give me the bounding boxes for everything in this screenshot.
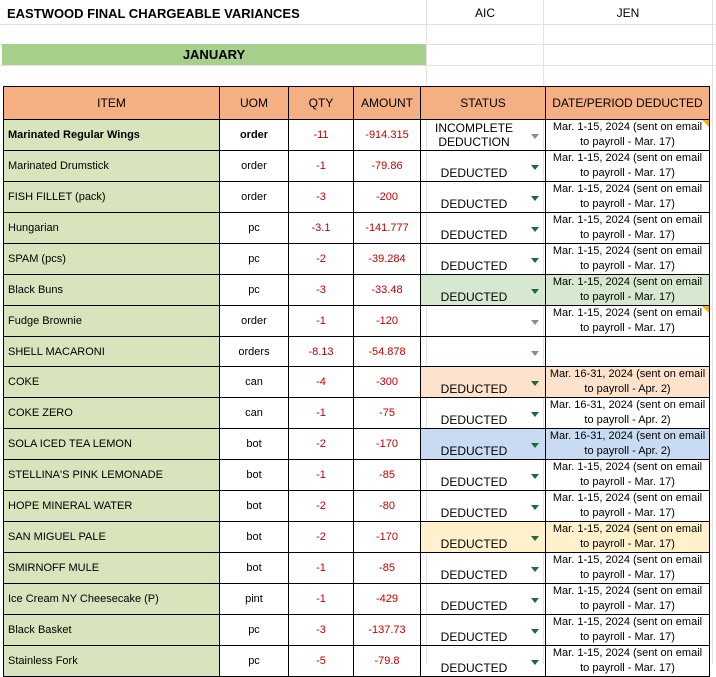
status-cell[interactable] bbox=[421, 584, 546, 615]
status-value: DEDUCTED bbox=[440, 382, 508, 396]
item-cell[interactable]: SHELL MACARONI bbox=[4, 337, 220, 367]
item-cell[interactable]: SOLA ICED TEA LEMON bbox=[4, 429, 220, 460]
item-cell[interactable]: SMIRNOFF MULE bbox=[4, 553, 220, 584]
dropdown-arrow-icon[interactable] bbox=[531, 289, 539, 294]
date-period-cell[interactable] bbox=[546, 584, 710, 615]
table-row bbox=[4, 646, 710, 677]
jen-label[interactable]: JEN bbox=[616, 6, 640, 20]
status-value: INCOMPLETE DEDUCTION bbox=[434, 121, 513, 149]
amount-cell[interactable]: -79.8 bbox=[354, 646, 421, 677]
amount-cell[interactable]: -33.48 bbox=[354, 275, 421, 306]
date-period-cell[interactable] bbox=[546, 151, 710, 182]
table-row bbox=[4, 367, 710, 398]
qty-cell[interactable]: -5 bbox=[289, 646, 354, 677]
uom-cell[interactable]: order bbox=[220, 306, 289, 337]
item-cell[interactable]: COKE ZERO bbox=[4, 398, 220, 429]
table-row bbox=[4, 429, 710, 460]
item-cell[interactable]: Marinated Drumstick bbox=[4, 151, 220, 182]
date-period-value: Mar. 16-31, 2024 (sent on email to payroll - Apr. 2) bbox=[549, 399, 706, 426]
amount-cell[interactable]: -54.878 bbox=[354, 337, 421, 367]
amount-cell[interactable]: -120 bbox=[354, 306, 421, 337]
status-value: DEDUCTED bbox=[440, 290, 508, 304]
col-header-amount[interactable]: AMOUNT bbox=[354, 87, 421, 120]
dropdown-arrow-icon[interactable] bbox=[531, 567, 539, 572]
item-cell[interactable]: Hungarian bbox=[4, 213, 220, 244]
qty-cell[interactable]: -8.13 bbox=[289, 337, 354, 367]
uom-cell[interactable]: pint bbox=[220, 584, 289, 615]
date-period-cell[interactable] bbox=[546, 646, 710, 677]
dropdown-arrow-icon[interactable] bbox=[531, 258, 539, 263]
date-period-cell[interactable] bbox=[546, 182, 710, 213]
status-value: DEDUCTED bbox=[440, 413, 508, 427]
date-period-cell[interactable] bbox=[546, 367, 710, 398]
table-row bbox=[4, 244, 710, 275]
status-cell[interactable] bbox=[421, 337, 546, 367]
dropdown-arrow-icon[interactable] bbox=[531, 381, 539, 386]
status-value: DEDUCTED bbox=[440, 537, 508, 551]
sheet-title[interactable]: EASTWOOD FINAL CHARGEABLE VARIANCES bbox=[7, 6, 300, 21]
date-period-value: Mar. 16-31, 2024 (sent on email to payroll - Apr. 2) bbox=[549, 368, 706, 395]
date-period-value: Mar. 1-15, 2024 (sent on email to payroll - Mar. 17) bbox=[552, 554, 703, 581]
date-period-cell[interactable] bbox=[546, 615, 710, 646]
date-period-value: Mar. 1-15, 2024 (sent on email to payroll - Mar. 17) bbox=[552, 492, 703, 519]
uom-cell[interactable]: pc bbox=[220, 244, 289, 275]
date-period-cell[interactable] bbox=[546, 460, 710, 491]
dropdown-arrow-icon[interactable] bbox=[531, 227, 539, 232]
status-cell[interactable] bbox=[421, 398, 546, 429]
dropdown-arrow-icon[interactable] bbox=[531, 351, 539, 356]
amount-cell[interactable]: -141.777 bbox=[354, 213, 421, 244]
dropdown-arrow-icon[interactable] bbox=[531, 598, 539, 603]
status-value: DEDUCTED bbox=[440, 506, 508, 520]
amount-cell[interactable]: -170 bbox=[354, 429, 421, 460]
col-header-qty[interactable]: QTY bbox=[289, 87, 354, 120]
date-period-cell[interactable] bbox=[546, 120, 710, 151]
table-row bbox=[4, 491, 710, 522]
uom-cell[interactable]: bot bbox=[220, 429, 289, 460]
col-header-status[interactable]: STATUS bbox=[421, 87, 546, 120]
date-period-cell[interactable] bbox=[546, 244, 710, 275]
date-period-cell[interactable] bbox=[546, 522, 710, 553]
uom-cell[interactable]: can bbox=[220, 367, 289, 398]
item-cell[interactable]: COKE bbox=[4, 367, 220, 398]
table-row bbox=[4, 306, 710, 337]
dropdown-arrow-icon[interactable] bbox=[531, 474, 539, 479]
date-period-value: Mar. 1-15, 2024 (sent on email to payroll - Mar. 17) bbox=[552, 214, 703, 241]
amount-cell[interactable]: -170 bbox=[354, 522, 421, 553]
uom-cell[interactable]: order bbox=[220, 120, 289, 151]
table-row bbox=[4, 213, 710, 244]
status-cell[interactable] bbox=[421, 244, 546, 275]
qty-cell[interactable]: -3 bbox=[289, 615, 354, 646]
qty-cell[interactable]: -3.1 bbox=[289, 213, 354, 244]
qty-cell[interactable]: -2 bbox=[289, 491, 354, 522]
status-cell[interactable] bbox=[421, 553, 546, 584]
status-value: DEDUCTED bbox=[440, 197, 508, 211]
status-cell[interactable] bbox=[421, 491, 546, 522]
amount-cell[interactable]: -80 bbox=[354, 491, 421, 522]
status-value: DEDUCTED bbox=[440, 444, 508, 458]
comment-indicator-icon[interactable] bbox=[702, 306, 709, 313]
qty-cell[interactable]: -1 bbox=[289, 151, 354, 182]
date-period-cell[interactable] bbox=[546, 306, 710, 337]
uom-cell[interactable]: pc bbox=[220, 646, 289, 677]
qty-cell[interactable]: -11 bbox=[289, 120, 354, 151]
uom-cell[interactable]: order bbox=[220, 151, 289, 182]
uom-cell[interactable]: bot bbox=[220, 460, 289, 491]
date-period-value: Mar. 1-15, 2024 (sent on email to payroll - Mar. 17) bbox=[552, 585, 703, 612]
table-row bbox=[4, 337, 710, 367]
dropdown-arrow-icon[interactable] bbox=[531, 660, 539, 665]
col-header-date-period[interactable]: DATE/PERIOD DEDUCTED bbox=[546, 87, 710, 120]
amount-cell[interactable]: -39.284 bbox=[354, 244, 421, 275]
amount-cell[interactable]: -79.86 bbox=[354, 151, 421, 182]
amount-cell[interactable]: -137.73 bbox=[354, 615, 421, 646]
uom-cell[interactable]: bot bbox=[220, 491, 289, 522]
status-value: DEDUCTED bbox=[440, 166, 508, 180]
date-period-value: Mar. 1-15, 2024 (sent on email to payroll - Mar. 17) bbox=[552, 307, 703, 334]
dropdown-arrow-icon[interactable] bbox=[531, 505, 539, 510]
item-cell[interactable]: SAN MIGUEL PALE bbox=[4, 522, 220, 553]
comment-indicator-icon[interactable] bbox=[702, 120, 709, 127]
table-row bbox=[4, 584, 710, 615]
amount-cell[interactable]: -200 bbox=[354, 182, 421, 213]
qty-cell[interactable]: -1 bbox=[289, 553, 354, 584]
date-period-cell[interactable] bbox=[546, 275, 710, 306]
qty-cell[interactable]: -1 bbox=[289, 584, 354, 615]
date-period-cell[interactable] bbox=[546, 491, 710, 522]
table-row bbox=[4, 553, 710, 584]
date-period-cell[interactable] bbox=[546, 337, 710, 367]
status-value: DEDUCTED bbox=[440, 599, 508, 613]
table-row bbox=[4, 275, 710, 306]
dropdown-arrow-icon[interactable] bbox=[531, 196, 539, 201]
status-value: DEDUCTED bbox=[440, 568, 508, 582]
qty-cell[interactable]: -3 bbox=[289, 275, 354, 306]
item-cell[interactable]: SPAM (pcs) bbox=[4, 244, 220, 275]
uom-cell[interactable]: bot bbox=[220, 522, 289, 553]
qty-cell[interactable]: -1 bbox=[289, 398, 354, 429]
status-cell[interactable] bbox=[421, 151, 546, 182]
aic-label[interactable]: AIC bbox=[474, 6, 495, 20]
item-cell[interactable]: Ice Cream NY Cheesecake (P) bbox=[4, 584, 220, 615]
qty-cell[interactable]: -1 bbox=[289, 460, 354, 491]
status-value: DEDUCTED bbox=[440, 475, 508, 489]
status-cell[interactable] bbox=[421, 367, 546, 398]
dropdown-arrow-icon[interactable] bbox=[531, 629, 539, 634]
table-row bbox=[4, 522, 710, 553]
status-cell[interactable] bbox=[421, 182, 546, 213]
status-value: DEDUCTED bbox=[440, 661, 508, 675]
status-value: DEDUCTED bbox=[440, 259, 508, 273]
col-header-item[interactable]: ITEM bbox=[4, 87, 220, 120]
uom-cell[interactable]: pc bbox=[220, 213, 289, 244]
status-cell[interactable] bbox=[421, 429, 546, 460]
amount-cell[interactable]: -85 bbox=[354, 460, 421, 491]
date-period-value: Mar. 1-15, 2024 (sent on email to payroll - Mar. 17) bbox=[552, 276, 703, 303]
qty-cell[interactable]: -1 bbox=[289, 306, 354, 337]
status-cell[interactable] bbox=[421, 306, 546, 337]
dropdown-arrow-icon[interactable] bbox=[531, 536, 539, 541]
amount-cell[interactable]: -300 bbox=[354, 367, 421, 398]
table-row bbox=[4, 398, 710, 429]
item-cell[interactable]: Marinated Regular Wings bbox=[4, 120, 220, 151]
variance-table bbox=[3, 86, 710, 677]
dropdown-arrow-icon[interactable] bbox=[531, 443, 539, 448]
month-banner[interactable]: JANUARY bbox=[2, 44, 426, 65]
table-row bbox=[4, 151, 710, 182]
table-row bbox=[4, 120, 710, 151]
gridline bbox=[0, 65, 716, 66]
status-cell[interactable] bbox=[421, 522, 546, 553]
item-cell[interactable]: Black Buns bbox=[4, 275, 220, 306]
item-cell[interactable]: HOPE MINERAL WATER bbox=[4, 491, 220, 522]
status-cell[interactable] bbox=[421, 120, 546, 151]
status-value: DEDUCTED bbox=[440, 630, 508, 644]
date-period-value: Mar. 1-15, 2024 (sent on email to payroll - Mar. 17) bbox=[552, 152, 703, 179]
qty-cell[interactable]: -3 bbox=[289, 182, 354, 213]
item-cell[interactable]: Black Basket bbox=[4, 615, 220, 646]
col-header-uom[interactable]: UOM bbox=[220, 87, 289, 120]
date-period-value: Mar. 16-31, 2024 (sent on email to payroll - Apr. 2) bbox=[549, 430, 706, 457]
dropdown-arrow-icon[interactable] bbox=[531, 134, 539, 139]
date-period-cell[interactable] bbox=[546, 398, 710, 429]
dropdown-arrow-icon[interactable] bbox=[531, 165, 539, 170]
date-period-value: Mar. 1-15, 2024 (sent on email to payroll - Mar. 17) bbox=[552, 245, 703, 272]
dropdown-arrow-icon[interactable] bbox=[531, 412, 539, 417]
qty-cell[interactable]: -2 bbox=[289, 522, 354, 553]
item-cell[interactable]: FISH FILLET (pack) bbox=[4, 182, 220, 213]
uom-cell[interactable]: orders bbox=[220, 337, 289, 367]
date-period-value: Mar. 1-15, 2024 (sent on email to payroll - Mar. 17) bbox=[552, 523, 703, 550]
status-cell[interactable] bbox=[421, 275, 546, 306]
table-row bbox=[4, 615, 710, 646]
date-period-value: Mar. 1-15, 2024 (sent on email to payroll - Mar. 17) bbox=[552, 121, 703, 148]
table-row bbox=[4, 182, 710, 213]
uom-cell[interactable]: bot bbox=[220, 553, 289, 584]
status-cell[interactable] bbox=[421, 646, 546, 677]
amount-cell[interactable]: -85 bbox=[354, 553, 421, 584]
item-cell[interactable]: Fudge Brownie bbox=[4, 306, 220, 337]
item-cell[interactable]: Stainless Fork bbox=[4, 646, 220, 677]
qty-cell[interactable]: -4 bbox=[289, 367, 354, 398]
uom-cell[interactable]: pc bbox=[220, 615, 289, 646]
date-period-value: Mar. 1-15, 2024 (sent on email to payroll - Mar. 17) bbox=[552, 183, 703, 210]
status-value: DEDUCTED bbox=[440, 228, 508, 242]
uom-cell[interactable]: pc bbox=[220, 275, 289, 306]
date-period-cell[interactable] bbox=[546, 429, 710, 460]
uom-cell[interactable]: order bbox=[220, 182, 289, 213]
uom-cell[interactable]: can bbox=[220, 398, 289, 429]
table-row bbox=[4, 460, 710, 491]
table-header-row bbox=[4, 87, 710, 120]
date-period-value: Mar. 1-15, 2024 (sent on email to payroll - Mar. 17) bbox=[552, 461, 703, 488]
amount-cell[interactable]: -429 bbox=[354, 584, 421, 615]
date-period-cell[interactable] bbox=[546, 553, 710, 584]
qty-cell[interactable]: -2 bbox=[289, 429, 354, 460]
status-cell[interactable] bbox=[421, 213, 546, 244]
date-period-cell[interactable] bbox=[546, 213, 710, 244]
gridline bbox=[0, 24, 716, 25]
gridline bbox=[712, 0, 713, 664]
date-period-value: Mar. 1-15, 2024 (sent on email to payroll - Mar. 17) bbox=[552, 647, 703, 674]
item-cell[interactable]: STELLINA'S PINK LEMONADE bbox=[4, 460, 220, 491]
qty-cell[interactable]: -2 bbox=[289, 244, 354, 275]
dropdown-arrow-icon[interactable] bbox=[531, 320, 539, 325]
date-period-value: Mar. 1-15, 2024 (sent on email to payroll - Mar. 17) bbox=[552, 616, 703, 643]
amount-cell[interactable]: -75 bbox=[354, 398, 421, 429]
status-cell[interactable] bbox=[421, 615, 546, 646]
amount-cell[interactable]: -914.315 bbox=[354, 120, 421, 151]
status-cell[interactable] bbox=[421, 460, 546, 491]
